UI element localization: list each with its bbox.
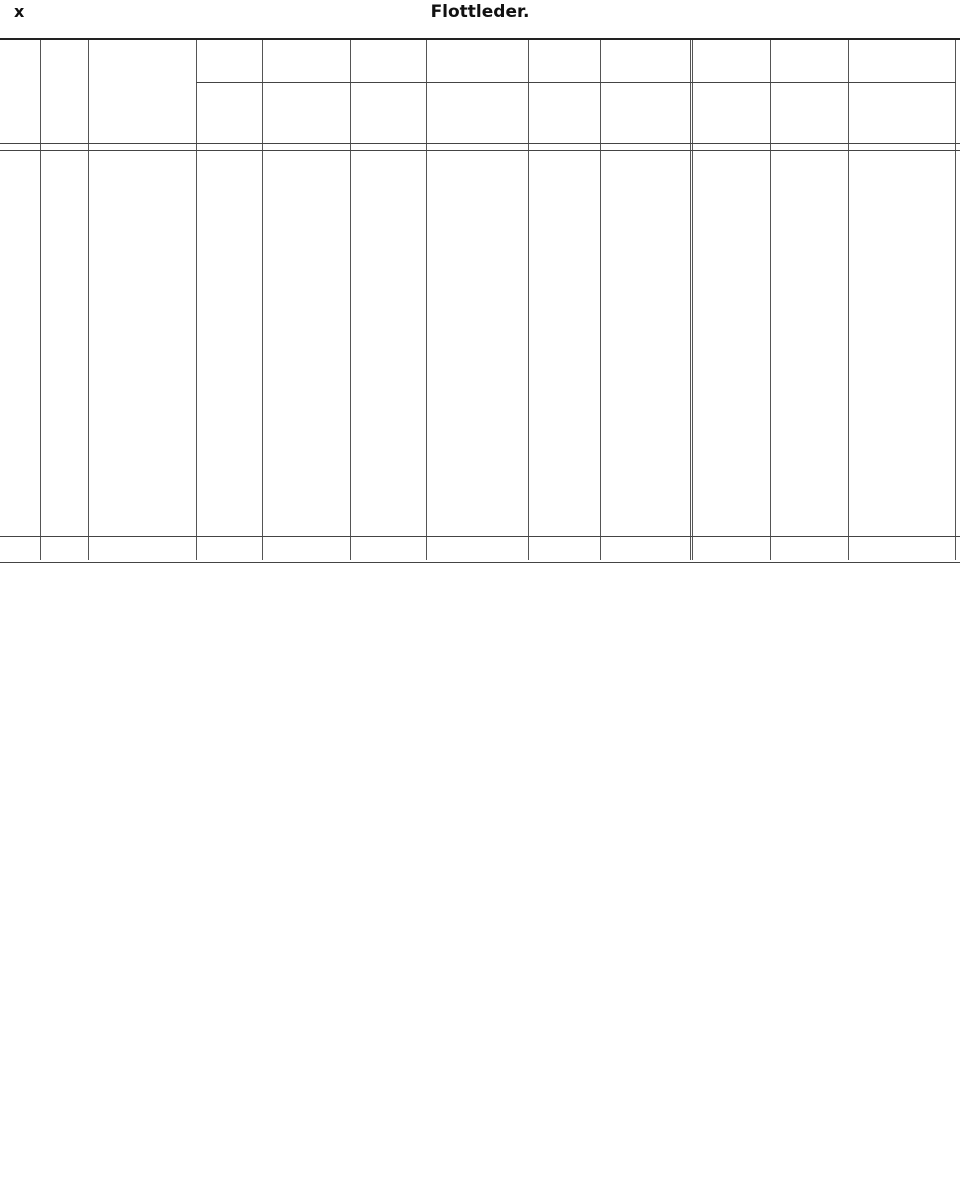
summa-rule [0, 536, 960, 537]
page-header [0, 0, 960, 30]
header-rule [196, 82, 956, 83]
top-rule [0, 38, 960, 40]
bottom-rule [0, 562, 960, 563]
column-divider [848, 40, 849, 560]
header-rule [0, 143, 960, 144]
column-divider [262, 40, 263, 560]
column-divider [955, 40, 956, 560]
column-divider [40, 40, 41, 560]
column-divider [196, 40, 197, 560]
page-mark: x [14, 2, 25, 21]
column-divider [690, 40, 693, 560]
column-divider [528, 40, 529, 560]
page-title: Flottleder. [430, 2, 530, 22]
column-divider [600, 40, 601, 560]
column-divider [350, 40, 351, 560]
column-divider [770, 40, 771, 560]
column-divider [88, 40, 89, 560]
column-divider [426, 40, 427, 560]
header-rule [0, 150, 960, 151]
